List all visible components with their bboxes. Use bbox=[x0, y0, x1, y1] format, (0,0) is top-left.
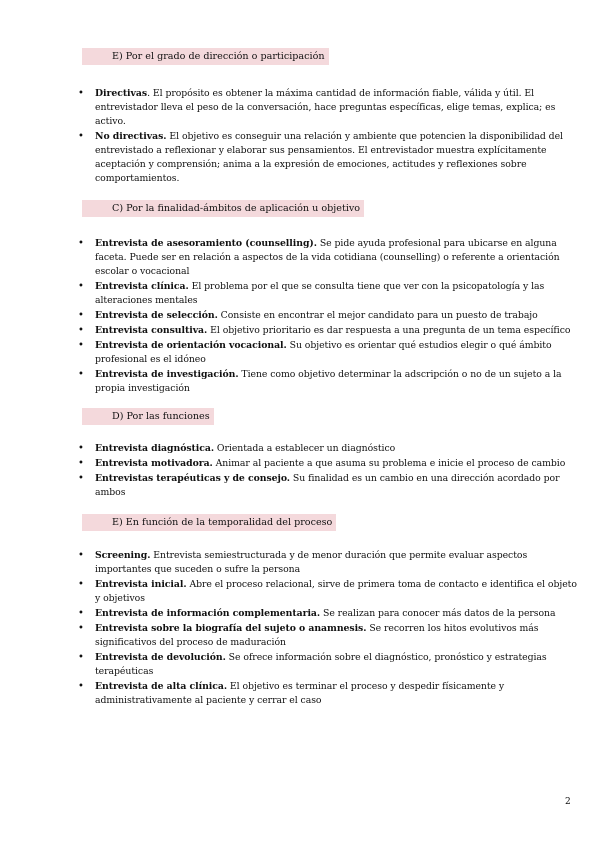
list-item: • Entrevista diagnóstica. Orientada a establecer un diagnóstico bbox=[82, 442, 582, 456]
list-item: • Entrevista inicial. Abre el proceso relacional, sirve de primera toma de contacto e identifica el objeto y objetivos bbox=[82, 578, 582, 606]
bullet-list bbox=[82, 549, 582, 708]
section-funciones bbox=[82, 404, 582, 501]
section-finalidad bbox=[82, 196, 582, 397]
section-heading: E) Por el grado de dirección o participación bbox=[82, 48, 329, 65]
list-item: • Entrevista de información complementaria. Se realizan para conocer más datos de la persona bbox=[82, 607, 582, 621]
list-item: • Entrevista clínica. El problema por el que se consulta tiene que ver con la psicopatología y las alteraciones mentales bbox=[82, 280, 582, 308]
list-item: • No directivas. El objetivo es conseguir una relación y ambiente que potencien la disponibilidad del entrevistado a reflexionar y elaborar sus pensamientos. El entrevistador muestra explícitamente aceptación y comprensión; anima a la expresión de emociones, actitudes y reflexiones sobre comportamientos. bbox=[82, 130, 582, 186]
list-item: • Entrevista motivadora. Animar al paciente a que asuma su problema e inicie el proceso de cambio bbox=[82, 457, 582, 471]
section-direccion bbox=[82, 44, 582, 187]
section-heading: D) Por las funciones bbox=[82, 408, 214, 425]
bullet-list bbox=[82, 87, 582, 186]
list-item: • Entrevista de asesoramiento (counselling). Se pide ayuda profesional para ubicarse en alguna faceta. Puede ser en relación a aspectos de la vida cotidiana (counselling) o referente a orientación escolar o vocacional bbox=[82, 237, 582, 279]
list-item: • Entrevista de orientación vocacional. Su objetivo es orientar qué estudios elegir o qué ámbito profesional es el idóneo bbox=[82, 339, 582, 367]
section-heading: E) En función de la temporalidad del proceso bbox=[82, 514, 336, 531]
list-item: • Entrevista de selección. Consiste en encontrar el mejor candidato para un puesto de trabajo bbox=[82, 309, 582, 323]
list-item: • Entrevista de investigación. Tiene como objetivo determinar la adscripción o no de un sujeto a la propia investigación bbox=[82, 368, 582, 396]
bullet-list bbox=[82, 442, 582, 500]
list-item: • Entrevista sobre la biografía del sujeto o anamnesis. Se recorren los hitos evolutivos más significativos del proceso de maduración bbox=[82, 622, 582, 650]
bullet-list bbox=[82, 237, 582, 396]
list-item: • Entrevista consultiva. El objetivo prioritario es dar respuesta a una pregunta de un tema específico bbox=[82, 324, 582, 338]
section-temporalidad bbox=[82, 510, 582, 709]
list-item: • Directivas. El propósito es obtener la máxima cantidad de información fiable, válida y útil. El entrevistador lleva el peso de la conversación, hace preguntas específicas, elige temas, explica; es activo. bbox=[82, 87, 582, 129]
list-item: • Entrevista de alta clínica. El objetivo es terminar el proceso y despedir físicamente y administrativamente al paciente y cerrar el caso bbox=[82, 680, 582, 708]
section-heading: C) Por la finalidad-ámbitos de aplicación u objetivo bbox=[82, 200, 364, 217]
list-item: • Screening. Entrevista semiestructurada y de menor duración que permite evaluar aspectos importantes que suceden o sufre la persona bbox=[82, 549, 582, 577]
list-item: • Entrevista de devolución. Se ofrece información sobre el diagnóstico, pronóstico y estrategias terapéuticas bbox=[82, 651, 582, 679]
list-item: • Entrevistas terapéuticas y de consejo. Su finalidad es un cambio en una dirección acordado por ambos bbox=[82, 472, 582, 500]
page-number: 2 bbox=[565, 797, 571, 807]
